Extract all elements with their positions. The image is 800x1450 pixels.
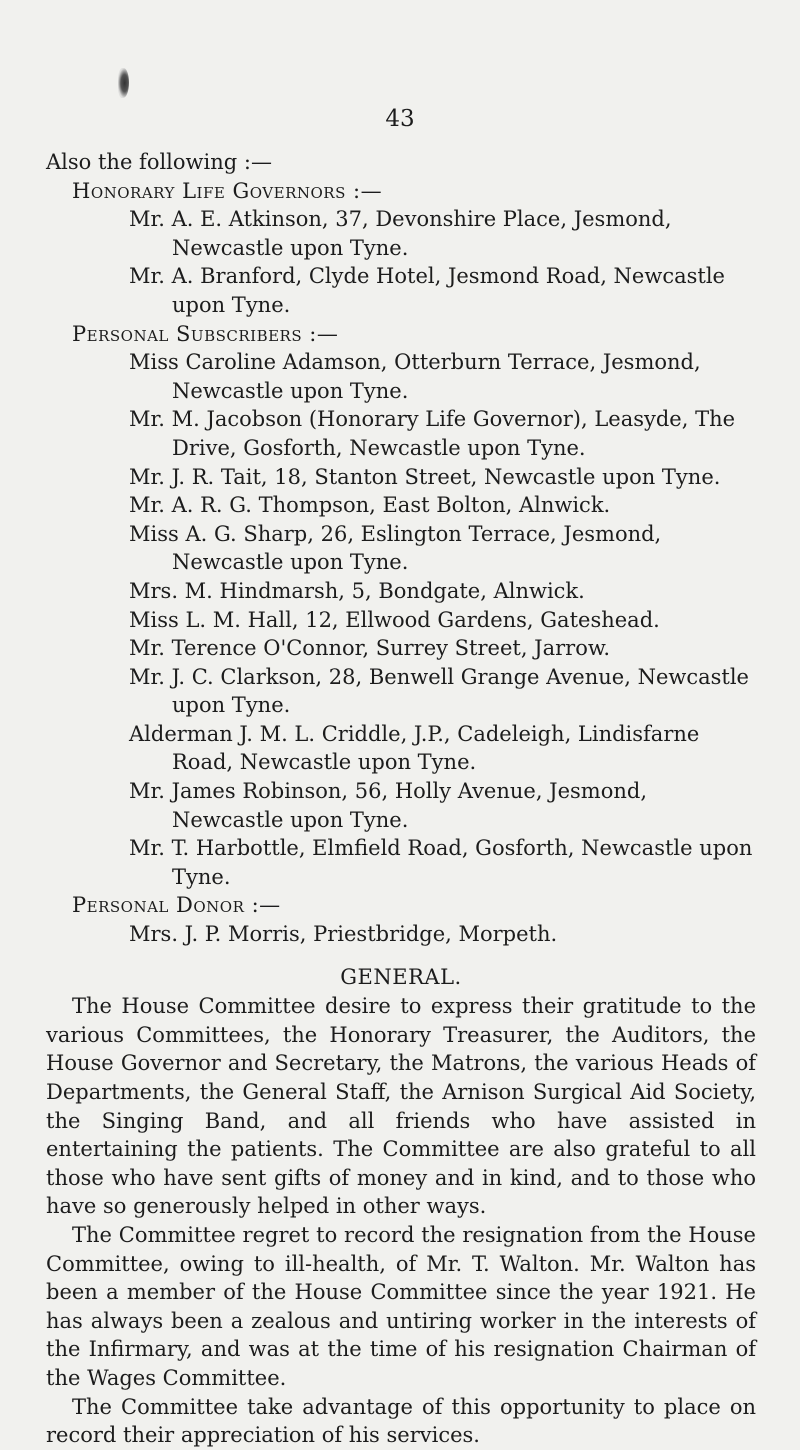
- list-entry: Miss Caroline Adamson, Otterburn Terrace, Jesmond, Newcastle upon Tyne.: [129, 350, 701, 403]
- list-entry: Mr. James Robinson, 56, Holly Avenue, Jesmond, Newcastle upon Tyne.: [129, 779, 648, 832]
- paragraph: The Committee regret to record the resignation from the House Committee, owing to ill-health, of Mr. T. Walton. Mr. Walton has been a member of the House Committee since the year 1921. He has always been a zealous and untiring worker in the interests of the Infirmary, and was at the time of his resignation Chairman of the Wages Committee.: [46, 1222, 756, 1390]
- paragraph: The Committee take advantage of this opportunity to place on record their appreciation of his services.: [46, 1394, 756, 1448]
- list-entry: Mrs. M. Hindmarsh, 5, Bondgate, Alnwick.: [129, 578, 585, 603]
- list-entry: Mr. A. E. Atkinson, 37, Devonshire Place, Jesmond, Newcastle upon Tyne.: [129, 207, 672, 260]
- paragraph: The House Committee desire to express their gratitude to the various Committees, the Honorary Treasurer, the Auditors, the House Governor and Secretary, the Matrons, the various Heads of Departments, the General Staff, the Arnison Surgical Aid Society, the Singing Band, and all friends who have assisted in entertaining the patients. The Committee are also grateful to all those who have sent gifts of money and in kind, and to those who have so generously helped in other ways.: [46, 994, 756, 1219]
- list-entry: Mrs. J. P. Morris, Priestbridge, Morpeth.: [129, 922, 558, 947]
- list-entry: Mr. J. C. Clarkson, 28, Benwell Grange Avenue, Newcastle upon Tyne.: [129, 664, 749, 718]
- page-number: 43: [385, 106, 415, 132]
- list-entry: Mr. T. Harbottle, Elmfield Road, Gosforth, Newcastle upon Tyne.: [129, 836, 753, 889]
- list-entry: Mr. J. R. Tait, 18, Stanton Street, Newcastle upon Tyne.: [129, 464, 721, 489]
- list-entry: Alderman J. M. L. Criddle, J.P., Cadeleigh, Lindisfarne Road, Newcastle upon Tyne.: [129, 721, 700, 775]
- list-entry: Mr. M. Jacobson (Honorary Life Governor), Leasyde, The Drive, Gosforth, Newcastle upon Tyne.: [129, 407, 736, 460]
- list-entry: Miss L. M. Hall, 12, Ellwood Gardens, Gateshead.: [129, 607, 660, 632]
- page-body: [46, 148, 756, 1450]
- section-heading-personal-subscribers: Personal Subscribers :—: [72, 321, 339, 346]
- section-title-general: GENERAL.: [340, 964, 462, 989]
- section-heading-personal-donor: Personal Donor :—: [72, 893, 281, 918]
- ink-blot: [118, 68, 129, 98]
- section-heading-honorary-life-governors: Honorary Life Governors :—: [72, 178, 383, 203]
- intro-line: Also the following :—: [46, 150, 272, 174]
- list-entry: Mr. A. Branford, Clyde Hotel, Jesmond Road, Newcastle upon Tyne.: [129, 264, 725, 317]
- list-entry: Mr. A. R. G. Thompson, East Bolton, Alnwick.: [129, 493, 611, 518]
- list-entry: Miss A. G. Sharp, 26, Eslington Terrace, Jesmond, Newcastle upon Tyne.: [129, 521, 662, 575]
- list-entry: Mr. Terence O'Connor, Surrey Street, Jarrow.: [129, 636, 611, 661]
